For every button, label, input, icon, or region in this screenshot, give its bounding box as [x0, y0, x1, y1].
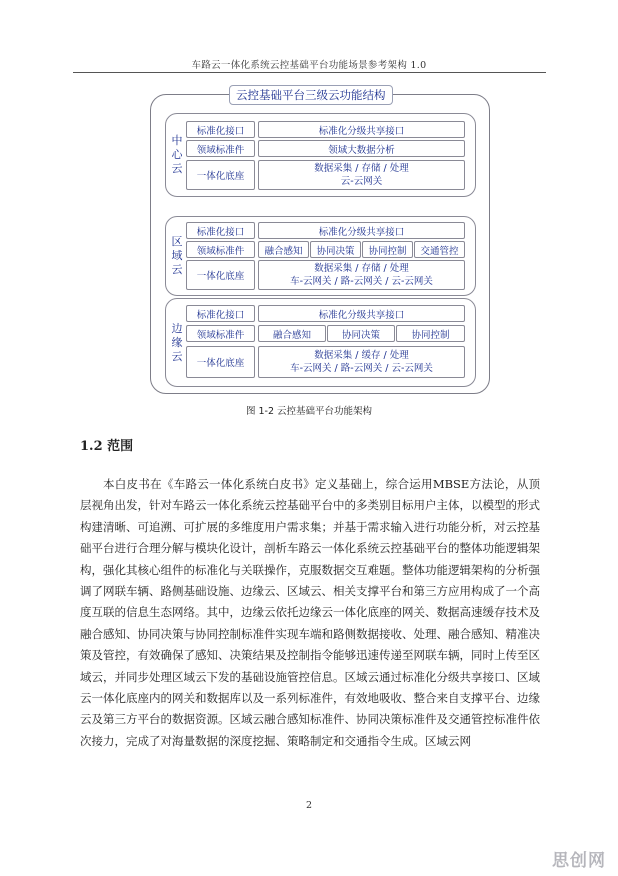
regional-interface-label: 标准化接口: [186, 222, 255, 239]
center-interface-label: 标准化接口: [186, 121, 255, 138]
regional-decision-box: 协同决策: [310, 241, 361, 258]
figure-caption: 图 1-2 云控基础平台功能架构: [245, 406, 373, 417]
center-base-label: 一体化底座: [186, 160, 255, 190]
section-heading: 1.2 范围: [80, 439, 134, 454]
center-cloud-group: [165, 113, 476, 197]
regional-base-label: 一体化底座: [186, 260, 255, 290]
page-number: 2: [305, 800, 313, 811]
watermark-logo: 思创网: [552, 851, 606, 871]
regional-cloud-group: [165, 216, 476, 296]
figure-title: 云控基础平台三级云功能结构: [229, 85, 393, 105]
center-standard-label: 领域标准件: [186, 140, 255, 157]
body-paragraph: 本白皮书在《车路云一体化系统白皮书》定义基础上，综合运用MBSE方法论，从顶层视角出发，针对车路云一体化系统云控基础平台中的多类别目标用户主体，以模型的形式构建清晰、可追溯、可扩展的多维度用户需求集；并基于需求输入进行功能分析，对云控基础平台进行合理分解与模块化设计，剖析车路云一体化系统云控基础平台的整体功能逻辑架构，强化其核心组件的标准化与关联操作，克服数据交互难题。整体功能逻辑架构的分析强调了网联车辆、路侧基础设施、边缘云、区域云、相关支撑平台和第三方应用构成了一个高度互联的信息生态网络。其中，边缘云依托边缘云一体化底座的网关、数据高速缓存技术及融合感知、协同决策与协同控制标准件实现车端和路侧数据接收、处理、融合感知、精准决策及管控，有效确保了感知、决策结果及控制指令能够迅速传递至网联车辆，同时上传至区域云，并同步处理区域云下发的基础设施管控信息。区域云通过标准化分级共享接口、区域云一体化底座内的网关和数据库以及一系列标准件，有效地吸收、整合来自支撑平台、边缘云及第三方平台的数据资源。区域云融合感知标准件、协同决策标准件及交通管控标准件依次接力，完成了对海量数据的深度挖掘、策略制定和交通指令生成。区域云网: [80, 477, 540, 748]
edge-fusion-box: 融合感知: [258, 325, 326, 342]
center-base-line2: 云-云网关: [340, 176, 383, 187]
edge-base-line2: 车-云网关 / 路-云网关 / 云-云网关: [290, 363, 433, 374]
edge-decision-box: 协同决策: [327, 325, 395, 342]
edge-interface-label: 标准化接口: [186, 305, 255, 322]
center-standard-box: 领域大数据分析: [258, 140, 465, 157]
center-base-line1: 数据采集 / 存储 / 处理: [314, 163, 409, 174]
center-interface-box: 标准化分级共享接口: [258, 121, 465, 138]
edge-interface-box: 标准化分级共享接口: [258, 305, 465, 322]
regional-base-box: [258, 260, 465, 290]
edge-cloud-label: 边缘云: [171, 321, 183, 363]
edge-base-line1: 数据采集 / 缓存 / 处理: [314, 350, 409, 361]
center-cloud-label: 中心云: [171, 134, 183, 175]
header-rule: [73, 72, 546, 73]
regional-base-line1: 数据采集 / 存储 / 处理: [314, 263, 409, 274]
section-body: [80, 474, 540, 752]
edge-base-label: 一体化底座: [186, 346, 255, 378]
center-base-box: [258, 160, 465, 190]
edge-cloud-group: [165, 298, 476, 387]
edge-standard-label: 领域标准件: [186, 325, 255, 342]
edge-control-box: 协同控制: [396, 325, 465, 342]
regional-traffic-box: 交通管控: [414, 241, 465, 258]
regional-fusion-box: 融合感知: [258, 241, 309, 258]
running-header: 车路云一体化系统云控基础平台功能场景参考架构 1.0: [191, 60, 427, 71]
edge-base-box: [258, 346, 465, 378]
architecture-figure: [150, 88, 490, 394]
regional-interface-box: 标准化分级共享接口: [258, 222, 465, 239]
regional-cloud-label: 区域云: [171, 235, 183, 276]
regional-standard-label: 领域标准件: [186, 241, 255, 258]
regional-base-line2: 车-云网关 / 路-云网关 / 云-云网关: [290, 276, 433, 287]
regional-control-box: 协同控制: [362, 241, 413, 258]
